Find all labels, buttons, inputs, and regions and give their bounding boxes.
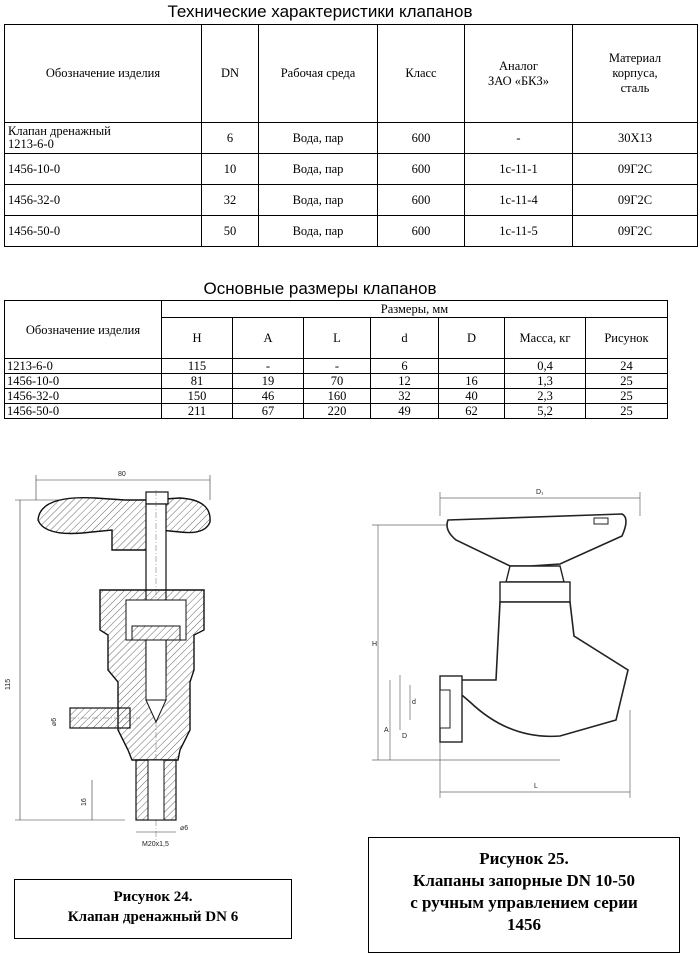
col-sizes-group: Размеры, мм xyxy=(162,301,668,318)
cell-D: 16 xyxy=(439,374,505,389)
designation-line1: Клапан дренажный xyxy=(8,124,111,138)
cell-a: 46 xyxy=(233,389,304,404)
cell-h: 81 xyxy=(162,374,233,389)
col-h: H xyxy=(162,318,233,359)
col-figure: Рисунок xyxy=(586,318,668,359)
cell-figure: 25 xyxy=(586,389,668,404)
table-header-row xyxy=(5,301,668,318)
cell-mass: 0,4 xyxy=(505,359,586,374)
valve-body xyxy=(456,602,628,736)
cell-d: 12 xyxy=(371,374,439,389)
cell-designation: 1456-32-0 xyxy=(5,389,162,404)
cell-designation: 1456-50-0 xyxy=(5,404,162,419)
material-line3: сталь xyxy=(620,81,650,95)
material-line1: Материал xyxy=(608,51,662,65)
cell-h: 211 xyxy=(162,404,233,419)
table-row xyxy=(5,123,698,154)
figure25-drawing xyxy=(360,470,690,815)
bonnet xyxy=(506,566,564,582)
col-l: L xyxy=(304,318,371,359)
cell-l: 70 xyxy=(304,374,371,389)
cell-D: 62 xyxy=(439,404,505,419)
figure24-drawing xyxy=(0,460,240,855)
cell-designation: 1213-6-0 xyxy=(5,359,162,374)
figure25-caption-line2: Клапаны запорные DN 10-50 xyxy=(413,871,635,890)
dim-l-label: L xyxy=(534,783,538,790)
cell-a: - xyxy=(233,359,304,374)
cell-analog: - xyxy=(465,123,573,154)
dim-side-label: ⌀6 xyxy=(51,717,58,726)
cell-designation: 1456-50-0 xyxy=(5,216,202,247)
col-designation: Обозначение изделия xyxy=(5,301,162,359)
cell-mass: 2,3 xyxy=(505,389,586,404)
col-a: A xyxy=(233,318,304,359)
cell-D xyxy=(439,359,505,374)
cell-material: 09Г2С xyxy=(573,154,698,185)
dim-a-label: A xyxy=(384,727,389,734)
cell-class: 600 xyxy=(378,216,465,247)
cell-figure: 25 xyxy=(586,404,668,419)
table-row xyxy=(5,185,698,216)
cell-medium: Вода, пар xyxy=(259,123,378,154)
dim-D-label: D xyxy=(402,733,408,740)
cell-dn: 32 xyxy=(202,185,259,216)
cell-l: 160 xyxy=(304,389,371,404)
cell-designation: 1456-10-0 xyxy=(5,374,162,389)
cell-medium: Вода, пар xyxy=(259,154,378,185)
cell-designation: 1456-10-0 xyxy=(5,154,202,185)
col-analog xyxy=(465,25,573,123)
figure24-caption xyxy=(14,879,292,939)
cell-class: 600 xyxy=(378,123,465,154)
dimensions-table xyxy=(4,300,668,419)
cell-a: 67 xyxy=(233,404,304,419)
table-header-row xyxy=(5,25,698,123)
figure25-caption xyxy=(368,837,680,953)
cell-d: 49 xyxy=(371,404,439,419)
designation-line2: 1213-6-0 xyxy=(8,137,54,151)
figure24-caption-line1: Рисунок 24. xyxy=(113,889,193,905)
col-D: D xyxy=(439,318,505,359)
cell-analog: 1с-11-5 xyxy=(465,216,573,247)
col-d: d xyxy=(371,318,439,359)
cell-class: 600 xyxy=(378,185,465,216)
figure25-caption-line1: Рисунок 25. xyxy=(479,849,569,868)
cell-material: 09Г2С xyxy=(573,216,698,247)
dim-thread-label: M20х1,5 xyxy=(142,841,169,848)
cell-l: - xyxy=(304,359,371,374)
table-row xyxy=(5,374,668,389)
cell-dn: 50 xyxy=(202,216,259,247)
figure25-caption-line4: 1456 xyxy=(507,915,541,934)
cell-d: 6 xyxy=(371,359,439,374)
cell-dn: 6 xyxy=(202,123,259,154)
dim-outlet-label: ⌀6 xyxy=(180,825,189,832)
cell-class: 600 xyxy=(378,154,465,185)
col-medium: Рабочая среда xyxy=(259,25,378,123)
table-row xyxy=(5,359,668,374)
dim-h-label: H xyxy=(372,641,378,648)
analog-line2: ЗАО «БКЗ» xyxy=(487,73,550,88)
cell-figure: 24 xyxy=(586,359,668,374)
cell-figure: 25 xyxy=(586,374,668,389)
dim-d1-label: D₁ xyxy=(536,489,544,496)
dim-height-label: 115 xyxy=(5,678,12,690)
col-mass: Масса, кг xyxy=(505,318,586,359)
specs-table xyxy=(4,24,698,247)
cell-h: 115 xyxy=(162,359,233,374)
cell-medium: Вода, пар xyxy=(259,185,378,216)
col-designation: Обозначение изделия xyxy=(5,25,202,123)
col-material xyxy=(573,25,698,123)
figure25-caption-line3: с ручным управлением серии xyxy=(410,893,638,912)
cell-mass: 5,2 xyxy=(505,404,586,419)
cell-designation xyxy=(5,123,202,154)
col-dn: DN xyxy=(202,25,259,123)
handwheel xyxy=(38,498,210,550)
table-row xyxy=(5,154,698,185)
dim-width-label: 80 xyxy=(118,471,126,478)
table-row xyxy=(5,389,668,404)
cell-medium: Вода, пар xyxy=(259,216,378,247)
cell-dn: 10 xyxy=(202,154,259,185)
cell-designation: 1456-32-0 xyxy=(5,185,202,216)
cell-mass: 1,3 xyxy=(505,374,586,389)
cell-h: 150 xyxy=(162,389,233,404)
table-row xyxy=(5,404,668,419)
cell-D: 40 xyxy=(439,389,505,404)
cell-analog: 1с-11-4 xyxy=(465,185,573,216)
table1-title: Технические характеристики клапанов xyxy=(167,2,473,21)
analog-line1: Аналог xyxy=(499,58,538,73)
dim-d-label: d xyxy=(412,699,416,706)
cell-a: 19 xyxy=(233,374,304,389)
table2-title: Основные размеры клапанов xyxy=(203,279,437,298)
cell-d: 32 xyxy=(371,389,439,404)
col-class: Класс xyxy=(378,25,465,123)
cell-material: 30Х13 xyxy=(573,123,698,154)
cell-analog: 1с-11-1 xyxy=(465,154,573,185)
figure24-caption-line2: Клапан дренажный DN 6 xyxy=(67,909,239,925)
cell-l: 220 xyxy=(304,404,371,419)
table-row xyxy=(5,216,698,247)
nut xyxy=(146,492,168,504)
material-line2: корпуса, xyxy=(612,66,658,80)
cell-material: 09Г2С xyxy=(573,185,698,216)
dim-bottom-label: 16 xyxy=(81,798,88,806)
